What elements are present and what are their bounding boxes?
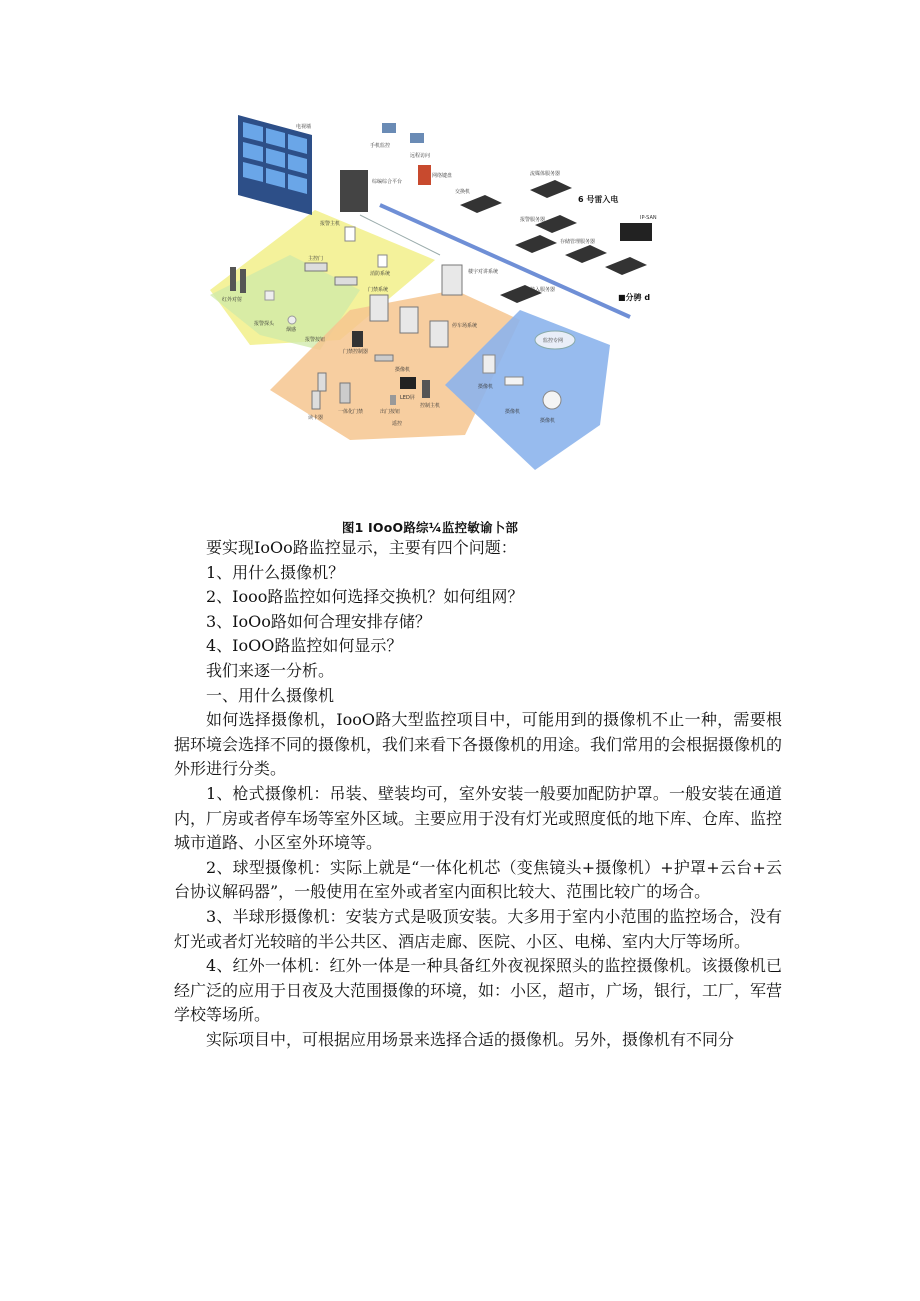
- laptop-icon-2: [410, 133, 424, 143]
- paragraph: 4、红外一体机：红外一体是一种具备红外夜视探照头的监控摄像机。该摄像机已经广泛的应用于日夜及大范围摄像的环境，如：小区，超市，广场，银行，工厂，军营学校等场所。: [174, 956, 783, 1025]
- paragraph: 2、球型摄像机：实际上就是“一体化机芯（变焦镜头+摄像机）+护罩+云台+云台协议解码器”，一般使用在室外或者室内面积比较大、范围比较广的场合。: [174, 857, 782, 902]
- paragraph: 实际项目中，可根据应用场景来选择合适的摄像机。另外，摄像机有不同分: [206, 1029, 735, 1049]
- paragraph: 我们来逐一分析。: [206, 660, 335, 680]
- parking-label: 停车场系统: [452, 323, 478, 329]
- fire-label: 消防系统: [370, 271, 391, 277]
- paragraph: 1、枪式摄像机：吊装、壁装均可，室外安装一般要加配防护罩。一般安装在通道内，厂房或者停车场等室外区域。主要应用于没有灯光或照度低的地下库、仓库、监控城市道路、小区室外环境等。: [174, 783, 783, 853]
- lan-main-label: 主控门: [308, 256, 324, 262]
- net-dev-label: 网络键盘: [432, 173, 453, 179]
- storage-label: 存储管理服务器: [560, 239, 596, 245]
- paragraph: 4、IoOO路监控如何显示？: [206, 636, 403, 656]
- figure-caption: 图1 IOoO路综¼监控敏谕卜部: [341, 520, 519, 535]
- paragraph: 1、用什么摄像机？: [206, 562, 345, 582]
- led-label: LED屏: [400, 395, 415, 401]
- camera-label-2: 摄像机: [478, 384, 494, 390]
- access-server-label: 接入服务器: [530, 287, 556, 293]
- building-intercom-label: 楼宇对讲系统: [468, 269, 499, 275]
- tv-wall: [238, 115, 312, 215]
- paragraph: 2、Iooo路监控如何选择交换机？如何组网？: [206, 587, 524, 607]
- big-label-1: 6 号雷入电: [578, 195, 619, 204]
- alarm-button-label: 报警按钮: [305, 337, 326, 343]
- alarm-host-icon: [345, 227, 355, 241]
- red-device-icon: [418, 165, 431, 185]
- dome-camera-icon: [543, 391, 561, 409]
- mobile-label: 手机监控: [370, 143, 391, 149]
- ir-detector-icon: [230, 267, 236, 291]
- ipsan-icon: [620, 223, 652, 241]
- alarm-probe-label: 报警探头: [254, 321, 275, 327]
- paragraph: 3、半球形摄像机：安装方式是吸顶安装。大多用于室内小范围的监控场合，没有灯光或者灯光较暗的半公共区、酒店走廊、医院、小区、电梯、室内大厅等场所。: [174, 906, 782, 951]
- section-heading: 一、用什么摄像机: [206, 685, 335, 705]
- exit-button-label: 出门按钮: [380, 409, 401, 415]
- decoder-label: 综编综合平台: [372, 179, 403, 185]
- laptop-icon: [382, 123, 396, 133]
- ir-label: 红外对射: [222, 297, 243, 303]
- camera-label-1: 摄像机: [395, 367, 411, 373]
- ipsan-label: IP-SAN: [640, 215, 657, 221]
- stream-label: 流媒体服务器: [530, 171, 561, 177]
- remote-ctrl-label: 遥控: [392, 421, 403, 427]
- camera-label-3: 摄像机: [505, 409, 521, 415]
- card-reader-label: 读卡器: [308, 415, 324, 421]
- alarm-server-label: 报警服务器: [520, 217, 546, 223]
- paragraph: 要实现IoOo路监控显示，主要有四个问题：: [206, 538, 517, 557]
- rack-icon: [340, 170, 368, 212]
- door-system-label: 门禁系统: [368, 287, 389, 293]
- system-diagram: [200, 95, 700, 500]
- big-label-2: ■分骋 d: [618, 293, 651, 302]
- controller-label: 控制主机: [420, 403, 441, 409]
- paragraph: 如何选择摄像机，IooO路大型监控项目中，可能用到的摄像机不止一种，需要根据环境会选择不同的摄像机，我们来看下各摄像机的用途。我们常用的会根据摄像机的外形进行分类。: [174, 710, 783, 779]
- alarm-host-label: 报警主机: [320, 221, 341, 227]
- integrated-door-label: 一体化门禁: [338, 409, 364, 415]
- body-text: [174, 536, 782, 1052]
- ptz-camera-label: 摄像机: [540, 418, 556, 424]
- door-controller-label: 门禁控制器: [343, 349, 369, 355]
- tv-wall-label: 电视墙: [296, 124, 312, 130]
- remote-label: 远程访问: [410, 153, 431, 159]
- switch-label: 交换机: [455, 189, 471, 195]
- smoke-label: 烟感: [286, 327, 297, 333]
- paragraph: 3、IoOo路如何合理安排存储？: [206, 611, 431, 631]
- server-icon-1: [442, 265, 462, 295]
- network-label: 监控专网: [543, 338, 564, 344]
